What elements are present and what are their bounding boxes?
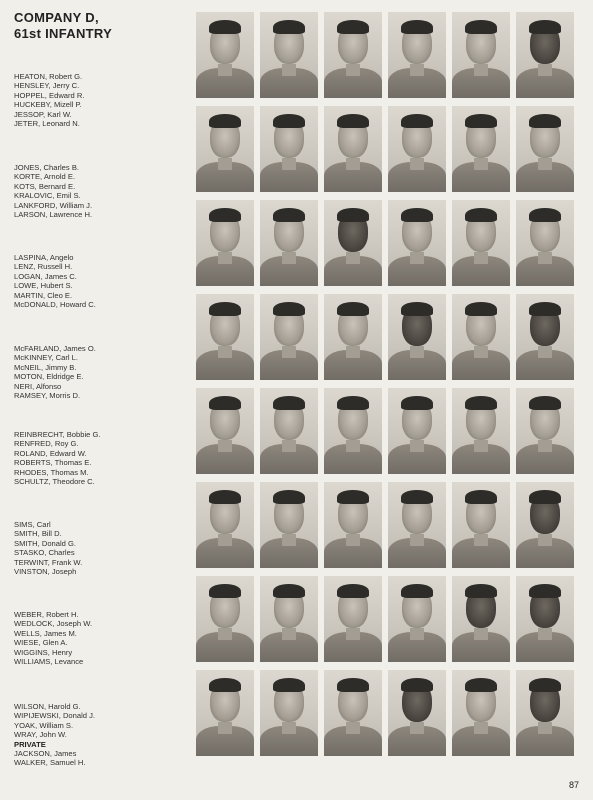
name-group bbox=[14, 702, 95, 768]
page-number: 87 bbox=[568, 780, 579, 790]
portrait-photo bbox=[196, 388, 254, 474]
portrait-photo bbox=[516, 388, 574, 474]
roster-name: WILSON, Harold G. bbox=[14, 702, 81, 711]
portrait-photo bbox=[516, 670, 574, 756]
roster-name: WELLS, James M. bbox=[14, 628, 77, 638]
portrait-photo bbox=[452, 670, 510, 756]
roster-name: LENZ, Russell H. bbox=[14, 262, 73, 272]
roster-name: LARSON, Lawrence H. bbox=[14, 210, 93, 220]
roster-name: WIGGINS, Henry bbox=[14, 647, 73, 657]
portrait-photo bbox=[516, 482, 574, 568]
roster-name: HUCKEBY, Mizell P. bbox=[14, 100, 82, 110]
portrait-photo bbox=[452, 294, 510, 380]
portrait-photo bbox=[196, 200, 254, 286]
roster-name: JACKSON, James bbox=[14, 749, 77, 759]
roster-name: WRAY, John W. bbox=[14, 730, 67, 740]
roster-name: YOAK, William S. bbox=[14, 720, 74, 730]
roster-name: SMITH, Donald G. bbox=[14, 538, 77, 548]
portrait-photo bbox=[324, 576, 382, 662]
roster-name: RAMSEY, Morris D. bbox=[14, 391, 81, 401]
portrait-photo bbox=[388, 388, 446, 474]
roster-name: HOPPEL, Edward R. bbox=[14, 90, 85, 100]
roster-name: KORTE, Arnold E. bbox=[14, 172, 76, 182]
portrait-photo bbox=[260, 482, 318, 568]
portrait-photo bbox=[196, 670, 254, 756]
portrait-photo bbox=[516, 12, 574, 98]
roster-name: McKINNEY, Carl L. bbox=[14, 353, 79, 363]
roster-name: McFARLAND, James O. bbox=[14, 344, 96, 353]
portrait-photo bbox=[516, 576, 574, 662]
portrait-photo bbox=[324, 106, 382, 192]
roster-name: LOGAN, James C. bbox=[14, 271, 77, 281]
roster-name: WEBER, Robert H. bbox=[14, 610, 79, 619]
portrait-photo bbox=[196, 482, 254, 568]
roster-name: WALKER, Samuel H. bbox=[14, 758, 86, 768]
portrait-photo bbox=[388, 106, 446, 192]
portrait-photo bbox=[260, 200, 318, 286]
roster-name: WILLIAMS, Levance bbox=[14, 657, 84, 667]
roster-name: HEATON, Robert G. bbox=[14, 72, 83, 81]
name-group bbox=[14, 520, 82, 576]
name-group bbox=[14, 253, 96, 309]
roster-name: ROBERTS, Thomas E. bbox=[14, 458, 92, 468]
roster-name: SCHULTZ, Theodore C. bbox=[14, 477, 95, 487]
portrait-photo bbox=[324, 670, 382, 756]
portrait-photo bbox=[452, 12, 510, 98]
portrait-photo bbox=[196, 106, 254, 192]
name-group bbox=[14, 344, 96, 400]
portrait-photo bbox=[452, 106, 510, 192]
roster-name: REINBRECHT, Bobbie G. bbox=[14, 430, 101, 439]
portrait-photo bbox=[260, 12, 318, 98]
roster-name: ROLAND, Edward W. bbox=[14, 448, 87, 458]
company-title bbox=[14, 10, 112, 42]
portrait-photo bbox=[260, 294, 318, 380]
name-group bbox=[14, 430, 101, 486]
portrait-photo bbox=[196, 294, 254, 380]
roster-name: JONES, Charles B. bbox=[14, 163, 79, 172]
rank-heading: PRIVATE bbox=[14, 739, 46, 749]
roster-name: NERI, Alfonso bbox=[14, 381, 62, 391]
roster-name: TERWINT, Frank W. bbox=[14, 557, 83, 567]
roster-name: SIMS, Carl bbox=[14, 520, 51, 529]
roster-name: McDONALD, Howard C. bbox=[14, 300, 96, 310]
roster-name: WIPIJEWSKI, Donald J. bbox=[14, 711, 96, 721]
roster-name: JETER, Leonard N. bbox=[14, 119, 80, 129]
portrait-photo bbox=[388, 294, 446, 380]
portrait-photo bbox=[452, 482, 510, 568]
roster-name: RENFRED, Roy G. bbox=[14, 439, 79, 449]
roster-name: RHODES, Thomas M. bbox=[14, 467, 89, 477]
roster-name: McNEIL, Jimmy B. bbox=[14, 362, 77, 372]
portrait-photo bbox=[388, 200, 446, 286]
roster-name: SMITH, Bill D. bbox=[14, 529, 62, 539]
name-group bbox=[14, 72, 84, 128]
roster-name: KOTS, Bernard E. bbox=[14, 181, 76, 191]
roster-name: HENSLEY, Jerry C. bbox=[14, 81, 80, 91]
roster-name: VINSTON, Joseph bbox=[14, 567, 77, 577]
portrait-grid bbox=[196, 12, 576, 772]
name-group bbox=[14, 610, 92, 666]
roster-name: LASPINA, Angelo bbox=[14, 253, 74, 262]
portrait-photo bbox=[388, 12, 446, 98]
portrait-photo bbox=[388, 482, 446, 568]
portrait-photo bbox=[516, 294, 574, 380]
portrait-photo bbox=[388, 670, 446, 756]
portrait-photo bbox=[516, 200, 574, 286]
portrait-photo bbox=[324, 388, 382, 474]
name-group bbox=[14, 163, 92, 219]
portrait-photo bbox=[260, 576, 318, 662]
portrait-photo bbox=[452, 576, 510, 662]
portrait-photo bbox=[196, 576, 254, 662]
portrait-photo bbox=[452, 200, 510, 286]
portrait-photo bbox=[516, 106, 574, 192]
portrait-photo bbox=[260, 670, 318, 756]
portrait-photo bbox=[388, 576, 446, 662]
roster-name: KRALOVIC, Emil S. bbox=[14, 191, 81, 201]
portrait-photo bbox=[260, 106, 318, 192]
portrait-photo bbox=[324, 482, 382, 568]
roster-name: WEDLOCK, Joseph W. bbox=[14, 619, 93, 629]
portrait-photo bbox=[452, 388, 510, 474]
portrait-photo bbox=[324, 200, 382, 286]
portrait-photo bbox=[196, 12, 254, 98]
roster-name: LANKFORD, William J. bbox=[14, 200, 93, 210]
roster-name: JESSOP, Karl W. bbox=[14, 109, 72, 119]
title-line-1: COMPANY D, bbox=[14, 10, 99, 25]
title-line-2: 61st INFANTRY bbox=[14, 26, 113, 41]
portrait-photo bbox=[260, 388, 318, 474]
roster-name: LOWE, Hubert S. bbox=[14, 281, 73, 291]
roster-name: WIESE, Glen A. bbox=[14, 638, 68, 648]
roster-name: STASKO, Charles bbox=[14, 548, 75, 558]
roster-name: MOTON, Eldridge E. bbox=[14, 372, 84, 382]
roster-name: MARTIN, Cleo E. bbox=[14, 290, 73, 300]
portrait-photo bbox=[324, 294, 382, 380]
portrait-photo bbox=[324, 12, 382, 98]
